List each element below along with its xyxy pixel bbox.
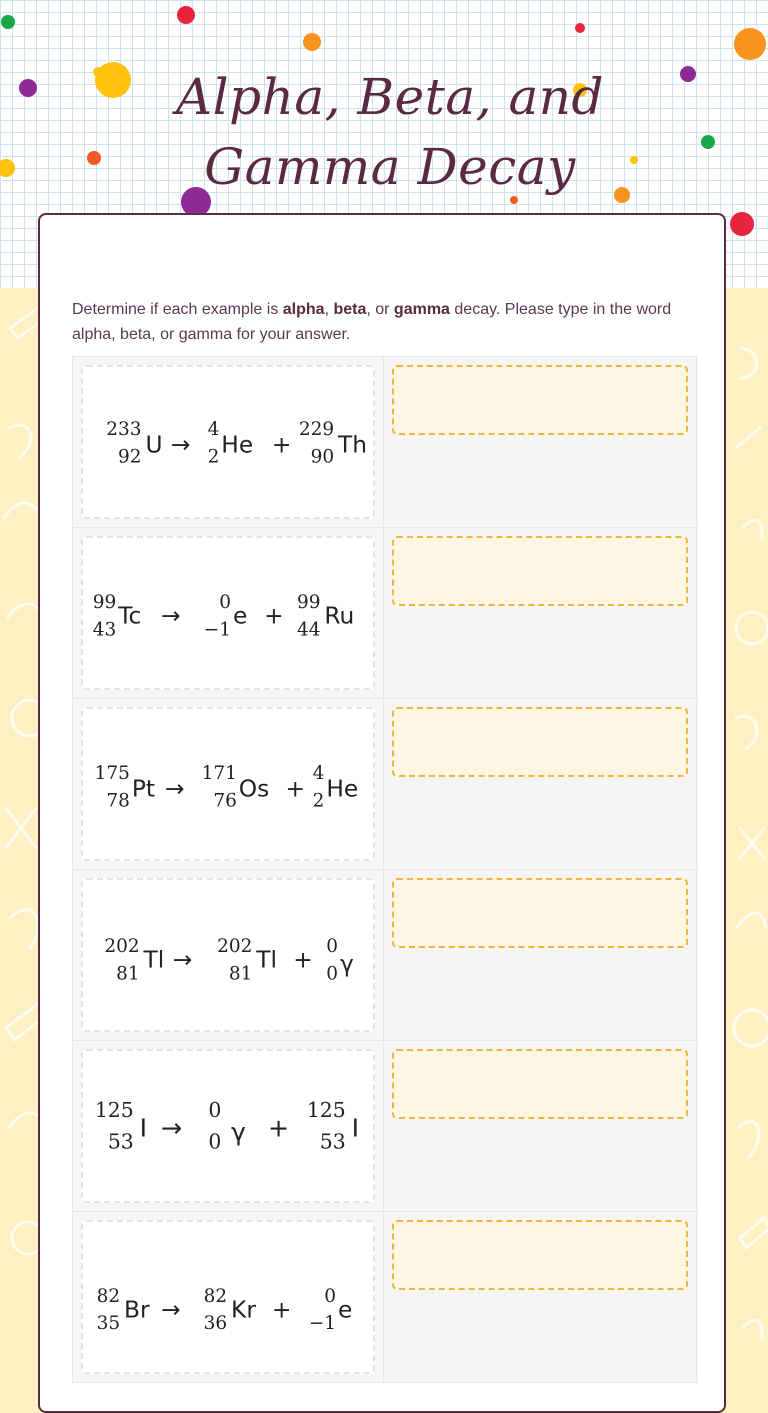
reactant-symbol: Tl bbox=[143, 945, 165, 974]
answer-input[interactable] bbox=[392, 878, 688, 948]
product1-symbol: Os bbox=[238, 774, 270, 803]
product1-atomic-number: 36 bbox=[203, 1313, 228, 1335]
product2-symbol: Th bbox=[337, 430, 368, 459]
reactant-atomic-number: 35 bbox=[96, 1313, 121, 1335]
product2-symbol: γ bbox=[339, 949, 354, 978]
reactant-atomic-number: 43 bbox=[92, 619, 117, 641]
arrow: → bbox=[170, 430, 191, 459]
answer-cell bbox=[384, 1041, 697, 1211]
arrow: → bbox=[161, 1295, 181, 1324]
arrow: → bbox=[172, 945, 193, 974]
product2-mass-number: 99 bbox=[296, 592, 321, 614]
product1-atomic-number: −1 bbox=[203, 619, 232, 641]
reactant-mass-number: 82 bbox=[96, 1285, 121, 1307]
reactant-symbol: Pt bbox=[131, 774, 156, 803]
product2-symbol: I bbox=[351, 1113, 360, 1143]
reactant-mass-number: 125 bbox=[94, 1098, 134, 1123]
product1-symbol: Tl bbox=[256, 945, 278, 974]
product1-mass-number: 82 bbox=[203, 1285, 228, 1307]
nuclear-equation bbox=[91, 538, 373, 688]
product1-symbol: γ bbox=[231, 1117, 246, 1147]
reactant-mass-number: 99 bbox=[92, 592, 117, 614]
plus-sign: + bbox=[267, 1113, 290, 1143]
product1-symbol: e bbox=[232, 601, 248, 630]
product1-symbol: He bbox=[221, 430, 254, 459]
product2-mass-number: 0 bbox=[326, 936, 338, 958]
answer-input[interactable] bbox=[392, 1220, 688, 1290]
product2-atomic-number: 2 bbox=[312, 790, 325, 812]
plus-sign: + bbox=[271, 430, 292, 459]
answer-cell bbox=[384, 528, 697, 698]
reactant-symbol: I bbox=[139, 1113, 148, 1143]
reactant-mass-number: 202 bbox=[104, 936, 140, 958]
product1-mass-number: 171 bbox=[201, 763, 237, 785]
nuclear-equation bbox=[91, 1051, 373, 1201]
product2-atomic-number: 0 bbox=[326, 963, 338, 985]
equation-box bbox=[81, 707, 375, 861]
reactant-atomic-number: 92 bbox=[118, 446, 142, 468]
plus-sign: + bbox=[285, 774, 306, 803]
product2-symbol: Ru bbox=[324, 601, 355, 630]
reactant-atomic-number: 78 bbox=[106, 790, 130, 812]
question-table bbox=[72, 356, 698, 1383]
product1-atomic-number: 2 bbox=[207, 446, 220, 468]
product2-mass-number: 4 bbox=[312, 763, 325, 785]
equation-box bbox=[81, 365, 375, 519]
table-row bbox=[72, 528, 698, 699]
equation-box bbox=[81, 1220, 375, 1374]
reactant-mass-number: 233 bbox=[106, 419, 142, 441]
equation-box bbox=[81, 1049, 375, 1203]
product2-atomic-number: −1 bbox=[308, 1313, 337, 1335]
answer-input[interactable] bbox=[392, 365, 688, 435]
question-cell bbox=[72, 1041, 384, 1211]
nuclear-equation bbox=[91, 880, 373, 1030]
answer-cell bbox=[384, 1212, 697, 1382]
equation-box bbox=[81, 878, 375, 1032]
product2-mass-number: 0 bbox=[324, 1285, 337, 1307]
table-row bbox=[72, 1041, 698, 1212]
equation-box bbox=[81, 536, 375, 690]
reactant-atomic-number: 53 bbox=[107, 1129, 134, 1154]
arrow: → bbox=[161, 601, 181, 630]
answer-cell bbox=[384, 699, 697, 869]
product1-atomic-number: 81 bbox=[228, 963, 253, 985]
product1-mass-number: 202 bbox=[217, 936, 253, 958]
arrow: → bbox=[164, 774, 185, 803]
plus-sign: + bbox=[293, 945, 313, 974]
table-row bbox=[72, 357, 698, 528]
reactant-atomic-number: 81 bbox=[116, 963, 140, 985]
reactant-symbol: Tc bbox=[118, 601, 142, 630]
product1-mass-number: 0 bbox=[219, 592, 232, 614]
page-title: Alpha, Beta, and Gamma Decay bbox=[176, 68, 604, 196]
reactant-symbol: Br bbox=[124, 1295, 150, 1324]
product1-atomic-number: 0 bbox=[208, 1129, 222, 1154]
answer-cell bbox=[384, 357, 697, 527]
product1-mass-number: 0 bbox=[208, 1098, 222, 1123]
answer-input[interactable] bbox=[392, 1049, 688, 1119]
product2-atomic-number: 53 bbox=[319, 1129, 346, 1154]
product1-mass-number: 4 bbox=[207, 419, 220, 441]
reactant-symbol: U bbox=[145, 430, 163, 459]
worksheet-card bbox=[38, 213, 726, 1413]
product2-symbol: e bbox=[337, 1295, 353, 1324]
question-cell bbox=[72, 357, 384, 527]
answer-input[interactable] bbox=[392, 536, 688, 606]
question-cell bbox=[72, 870, 384, 1040]
plus-sign: + bbox=[271, 1295, 292, 1324]
arrow: → bbox=[161, 1113, 183, 1143]
product2-mass-number: 229 bbox=[298, 419, 335, 441]
product1-atomic-number: 76 bbox=[213, 790, 237, 812]
table-row bbox=[72, 870, 698, 1041]
product2-symbol: He bbox=[326, 774, 359, 803]
product1-symbol: Kr bbox=[231, 1295, 256, 1324]
reactant-mass-number: 175 bbox=[94, 763, 130, 785]
table-row bbox=[72, 699, 698, 870]
nuclear-equation bbox=[91, 1222, 373, 1372]
plus-sign: + bbox=[264, 601, 284, 630]
answer-cell bbox=[384, 870, 697, 1040]
instructions: Determine if each example is alpha, beta, or gamma decay. Please type in the word alpha, beta, or gamma for your answer. bbox=[72, 301, 672, 343]
table-row bbox=[72, 1212, 698, 1383]
question-cell bbox=[72, 699, 384, 869]
nuclear-equation bbox=[91, 709, 373, 859]
nuclear-equation bbox=[91, 367, 373, 517]
product2-atomic-number: 90 bbox=[310, 446, 335, 468]
answer-input[interactable] bbox=[392, 707, 688, 777]
question-cell bbox=[72, 528, 384, 698]
product2-atomic-number: 44 bbox=[296, 619, 321, 641]
question-cell bbox=[72, 1212, 384, 1382]
product2-mass-number: 125 bbox=[306, 1098, 346, 1123]
